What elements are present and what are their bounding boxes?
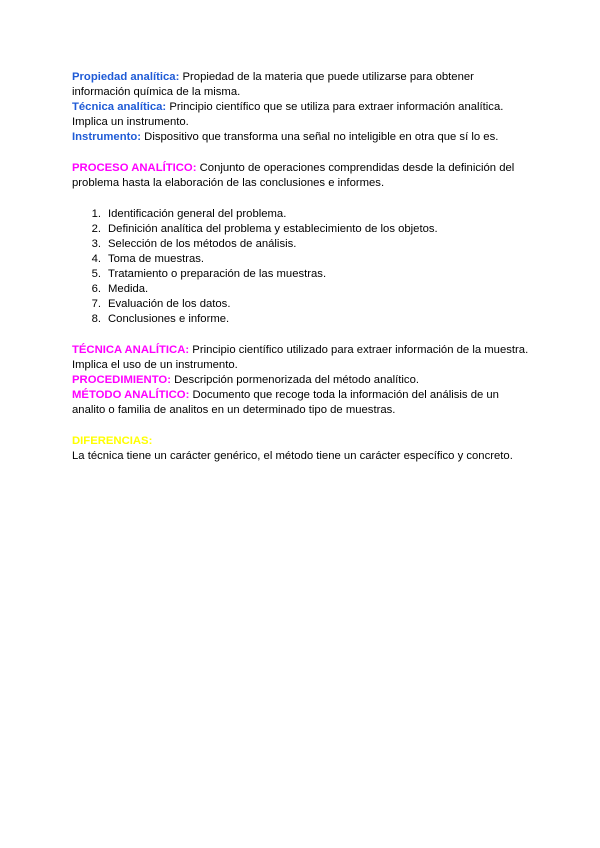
list-number: 6. xyxy=(91,283,101,295)
list-item xyxy=(72,237,532,252)
term-label: Instrumento: xyxy=(72,131,142,143)
list-number: 3. xyxy=(91,238,101,250)
definition-text: Documento que recoge toda la información del análisis de un analito o familia de analitos en un determinado tipo de muestras. xyxy=(72,389,499,416)
definition-text: Conjunto de operaciones comprendidas desde la definición del problema hasta la elaboración de las conclusiones e informes. xyxy=(72,162,515,189)
definition-text: Dispositivo que transforma una señal no inteligible en otra que sí lo es. xyxy=(141,131,499,143)
document-content xyxy=(72,70,532,464)
definition-propiedad-analitica xyxy=(72,70,532,100)
term-label: PROCESO ANALÍTICO: xyxy=(72,162,197,174)
list-item xyxy=(72,222,532,237)
section-heading: DIFERENCIAS: xyxy=(72,435,153,447)
list-text: Medida. xyxy=(108,283,149,295)
list-number: 2. xyxy=(91,223,101,235)
spacer xyxy=(72,191,532,207)
list-text: Tratamiento o preparación de las muestras. xyxy=(108,268,327,280)
list-number: 8. xyxy=(91,313,101,325)
list-number: 4. xyxy=(91,253,101,265)
list-text: Conclusiones e informe. xyxy=(108,313,230,325)
list-item xyxy=(72,282,532,297)
list-text: Toma de muestras. xyxy=(108,253,205,265)
term-label: Propiedad analítica: xyxy=(72,71,180,83)
list-item xyxy=(72,297,532,312)
definition-tecnica-analitica xyxy=(72,100,532,130)
list-number: 7. xyxy=(91,298,101,310)
list-item xyxy=(72,252,532,267)
term-label: Técnica analítica: xyxy=(72,101,167,113)
definition-procedimiento xyxy=(72,373,532,388)
list-item xyxy=(72,312,532,327)
definition-text: Descripción pormenorizada del método analítico. xyxy=(170,374,420,386)
term-label: MÉTODO ANALÍTICO: xyxy=(72,389,190,401)
spacer xyxy=(72,145,532,161)
term-label: TÉCNICA ANALÍTICA: xyxy=(72,344,190,356)
list-text: Definición analítica del problema y establecimiento de los objetos. xyxy=(108,223,438,235)
list-text: Evaluación de los datos. xyxy=(108,298,231,310)
definition-tecnica-analitica-caps xyxy=(72,343,532,373)
definition-text: Principio científico utilizado para extraer información de la muestra. Implica el uso de un instrumento. xyxy=(72,344,529,371)
steps-list xyxy=(72,207,532,327)
definition-instrumento xyxy=(72,130,532,145)
definition-proceso-analitico xyxy=(72,161,532,191)
definition-text: Principio científico que se utiliza para extraer información analítica. Implica un instrumento. xyxy=(72,101,504,128)
spacer xyxy=(72,327,532,343)
spacer xyxy=(72,418,532,434)
list-item xyxy=(72,267,532,282)
diferencias-text: La técnica tiene un carácter genérico, el método tiene un carácter específico y concreto. xyxy=(72,450,513,462)
list-number: 1. xyxy=(91,208,101,220)
term-label: PROCEDIMIENTO: xyxy=(72,374,171,386)
list-text: Identificación general del problema. xyxy=(108,208,287,220)
definition-metodo-analitico xyxy=(72,388,532,418)
diferencias-heading xyxy=(72,434,532,449)
list-text: Selección de los métodos de análisis. xyxy=(108,238,297,250)
list-number: 5. xyxy=(91,268,101,280)
definition-text: Propiedad de la materia que puede utilizarse para obtener información química de la misma. xyxy=(72,71,474,98)
list-item xyxy=(72,207,532,222)
